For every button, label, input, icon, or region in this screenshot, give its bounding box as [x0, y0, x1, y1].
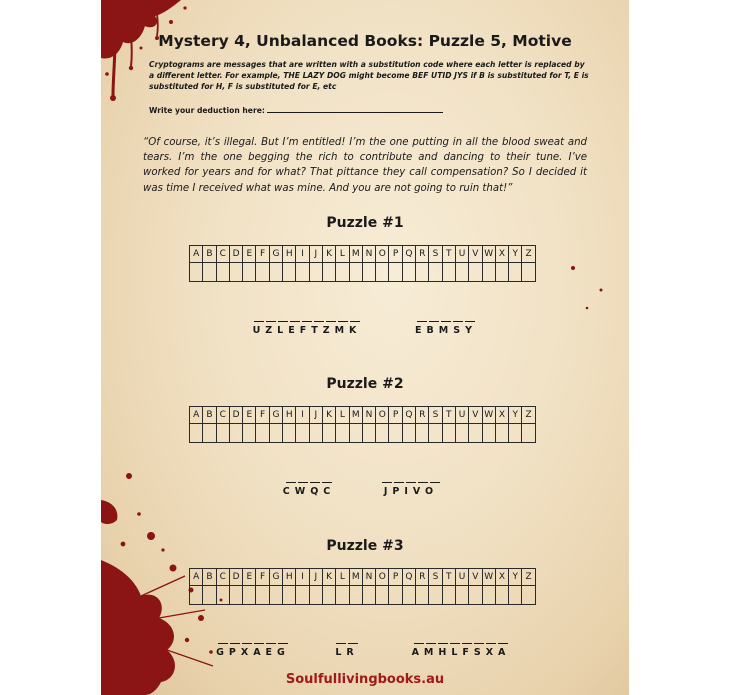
alphabet-cell: Y	[509, 407, 522, 424]
alphabet-cell: Q	[402, 569, 415, 586]
alphabet-cell: J	[309, 407, 322, 424]
answer-cell[interactable]	[190, 586, 203, 605]
alphabet-cell: M	[349, 407, 362, 424]
word-blanks	[401, 312, 491, 322]
letter-blank[interactable]	[290, 312, 300, 322]
answer-cell[interactable]	[190, 263, 203, 282]
alphabet-cell: H	[283, 407, 296, 424]
answer-cell[interactable]	[416, 263, 429, 282]
answer-cell[interactable]	[389, 263, 402, 282]
puzzle-3-word-1	[201, 634, 305, 658]
alphabet-cell: Y	[509, 246, 522, 263]
answer-cell[interactable]	[349, 424, 362, 443]
alphabet-cell: B	[203, 407, 216, 424]
alphabet-cell: N	[362, 407, 375, 424]
letter-blank[interactable]	[302, 312, 312, 322]
letter-blank[interactable]	[266, 634, 276, 644]
intro-text: Cryptograms are messages that are written with a substitution code where each letter is replaced by a different letter. For example, THE LAZY DOG might become BEF UTID JYS if B is substituted for T, E is substituted for H, F is substituted for E, etc	[149, 60, 589, 91]
answer-cell[interactable]	[376, 263, 389, 282]
alphabet-cell: H	[283, 246, 296, 263]
alphabet-cell: O	[376, 569, 389, 586]
answer-cell[interactable]	[190, 424, 203, 443]
letter-blank[interactable]	[350, 312, 360, 322]
alphabet-cell: C	[216, 569, 229, 586]
answer-cell[interactable]	[309, 424, 322, 443]
answer-cell[interactable]	[495, 586, 508, 605]
answer-cell[interactable]	[322, 263, 335, 282]
alphabet-cell: A	[190, 569, 203, 586]
letter-blank[interactable]	[314, 312, 324, 322]
answer-cell[interactable]	[269, 263, 282, 282]
answer-cell[interactable]	[269, 424, 282, 443]
letter-blank[interactable]	[278, 312, 288, 322]
answer-cell[interactable]	[389, 586, 402, 605]
answer-cell[interactable]	[203, 424, 216, 443]
letter-blank[interactable]	[242, 634, 252, 644]
answer-cell[interactable]	[455, 263, 468, 282]
letter-blank[interactable]	[486, 634, 496, 644]
answer-cell[interactable]	[269, 586, 282, 605]
cipher-text: CWQC	[282, 486, 336, 497]
letter-blank[interactable]	[348, 634, 358, 644]
answer-cell[interactable]	[362, 424, 375, 443]
alphabet-cell: R	[416, 569, 429, 586]
answer-cell[interactable]	[229, 424, 242, 443]
alphabet-cell: G	[269, 407, 282, 424]
letter-blank[interactable]	[414, 634, 424, 644]
answer-cell[interactable]	[469, 586, 482, 605]
letter-blank[interactable]	[394, 473, 404, 483]
letter-blank[interactable]	[474, 634, 484, 644]
alphabet-cell: L	[336, 569, 349, 586]
alphabet-cell: K	[322, 246, 335, 263]
answer-cell[interactable]	[402, 586, 415, 605]
alphabet-cell: S	[429, 407, 442, 424]
blood-splatter-top-left	[101, 0, 211, 110]
answer-cell[interactable]	[203, 586, 216, 605]
alphabet-row	[190, 407, 536, 424]
alphabet-cell: I	[296, 407, 309, 424]
alphabet-cell: U	[455, 407, 468, 424]
alphabet-cell: P	[389, 246, 402, 263]
answer-cell[interactable]	[336, 263, 349, 282]
puzzle-2-word-2	[366, 473, 456, 497]
alphabet-cell: X	[495, 407, 508, 424]
alphabet-cell: W	[482, 246, 495, 263]
alphabet-cell: W	[482, 569, 495, 586]
deduction-prompt	[149, 104, 443, 115]
puzzle-3-key-grid	[189, 568, 536, 605]
blood-drops-right	[561, 260, 621, 320]
answer-cell[interactable]	[495, 263, 508, 282]
quote-text: “Of course, it’s illegal. But I’m entitled! I’m the one putting in all the blood sweat and tears. I’m the one begging the rich to contribute and dancing to their tune. I’ve worked for years and for what? That pittance they call compensation? So I decided it was time I received what was mine. And you are not going to ruin that!”	[143, 137, 587, 194]
letter-blank[interactable]	[254, 312, 264, 322]
answer-cell[interactable]	[296, 263, 309, 282]
alphabet-cell: R	[416, 407, 429, 424]
alphabet-cell: Q	[402, 407, 415, 424]
answer-cell[interactable]	[336, 424, 349, 443]
alphabet-cell: U	[455, 246, 468, 263]
letter-blank[interactable]	[429, 312, 439, 322]
alphabet-cell: S	[429, 569, 442, 586]
alphabet-cell: M	[349, 246, 362, 263]
alphabet-cell: B	[203, 246, 216, 263]
answer-row	[190, 424, 536, 443]
alphabet-row	[190, 246, 536, 263]
alphabet-cell: G	[269, 246, 282, 263]
letter-blank[interactable]	[417, 312, 427, 322]
alphabet-cell: J	[309, 246, 322, 263]
letter-blank[interactable]	[382, 473, 392, 483]
answer-cell[interactable]	[229, 586, 242, 605]
alphabet-cell: C	[216, 246, 229, 263]
letter-blank[interactable]	[286, 473, 296, 483]
letter-blank[interactable]	[426, 634, 436, 644]
deduction-label: Write your deduction here:	[149, 106, 265, 115]
alphabet-cell: G	[269, 569, 282, 586]
alphabet-row	[190, 569, 536, 586]
answer-cell[interactable]	[243, 424, 256, 443]
alphabet-cell: T	[442, 407, 455, 424]
answer-cell[interactable]	[495, 424, 508, 443]
alphabet-cell: P	[389, 569, 402, 586]
alphabet-cell: F	[256, 569, 269, 586]
alphabet-cell: V	[469, 569, 482, 586]
alphabet-cell: T	[442, 246, 455, 263]
alphabet-cell: L	[336, 246, 349, 263]
cipher-text: UZLEFTZMK	[252, 325, 362, 336]
alphabet-cell: F	[256, 246, 269, 263]
answer-cell[interactable]	[203, 263, 216, 282]
answer-cell[interactable]	[309, 263, 322, 282]
answer-cell[interactable]	[336, 586, 349, 605]
alphabet-cell: M	[349, 569, 362, 586]
cipher-text: AMHLFSXA	[411, 647, 511, 658]
puzzle-2-word-1	[269, 473, 349, 497]
alphabet-cell: D	[229, 569, 242, 586]
alphabet-cell: P	[389, 407, 402, 424]
deduction-line[interactable]	[267, 104, 443, 113]
alphabet-cell: A	[190, 246, 203, 263]
word-blanks	[269, 473, 349, 483]
word-blanks	[391, 634, 531, 644]
alphabet-cell: K	[322, 569, 335, 586]
letter-blank[interactable]	[450, 634, 460, 644]
alphabet-cell: U	[455, 569, 468, 586]
answer-cell[interactable]	[509, 424, 522, 443]
letter-blank[interactable]	[336, 634, 346, 644]
answer-cell[interactable]	[402, 263, 415, 282]
puzzle-page	[101, 0, 629, 695]
letter-blank[interactable]	[498, 634, 508, 644]
answer-cell[interactable]	[229, 263, 242, 282]
footer-website[interactable]: Soulfullivingbooks.au	[285, 672, 445, 687]
word-blanks	[201, 634, 305, 644]
answer-cell[interactable]	[469, 424, 482, 443]
puzzle-1-word-2	[401, 312, 491, 336]
answer-cell[interactable]	[509, 586, 522, 605]
puzzle-1-title: Puzzle #1	[326, 215, 404, 231]
alphabet-cell: V	[469, 246, 482, 263]
answer-cell[interactable]	[416, 586, 429, 605]
page-title: Mystery 4, Unbalanced Books: Puzzle 5, Motive	[158, 32, 572, 50]
letter-blank[interactable]	[326, 312, 336, 322]
alphabet-cell: B	[203, 569, 216, 586]
answer-cell[interactable]	[482, 263, 495, 282]
answer-cell[interactable]	[442, 424, 455, 443]
alphabet-cell: J	[309, 569, 322, 586]
answer-cell[interactable]	[362, 586, 375, 605]
alphabet-cell: N	[362, 246, 375, 263]
alphabet-cell: H	[283, 569, 296, 586]
letter-blank[interactable]	[441, 312, 451, 322]
word-blanks	[242, 312, 372, 322]
answer-cell[interactable]	[376, 424, 389, 443]
answer-cell[interactable]	[509, 263, 522, 282]
answer-cell[interactable]	[482, 424, 495, 443]
letter-blank[interactable]	[266, 312, 276, 322]
alphabet-cell: S	[429, 246, 442, 263]
answer-cell[interactable]	[402, 424, 415, 443]
cipher-text: JPIVO	[383, 486, 439, 497]
alphabet-cell: X	[495, 569, 508, 586]
letter-blank[interactable]	[322, 473, 332, 483]
answer-cell[interactable]	[362, 263, 375, 282]
alphabet-cell: E	[243, 246, 256, 263]
answer-cell[interactable]	[309, 586, 322, 605]
alphabet-cell: N	[362, 569, 375, 586]
answer-cell[interactable]	[296, 424, 309, 443]
puzzle-2-title: Puzzle #2	[326, 376, 404, 392]
answer-cell[interactable]	[429, 263, 442, 282]
answer-cell[interactable]	[442, 263, 455, 282]
word-blanks	[327, 634, 367, 644]
alphabet-cell: Q	[402, 246, 415, 263]
answer-cell[interactable]	[283, 424, 296, 443]
letter-blank[interactable]	[406, 473, 416, 483]
alphabet-cell: L	[336, 407, 349, 424]
answer-cell[interactable]	[416, 424, 429, 443]
alphabet-cell: Y	[509, 569, 522, 586]
puzzle-3-title: Puzzle #3	[326, 538, 404, 554]
answer-cell[interactable]	[522, 263, 535, 282]
letter-blank[interactable]	[298, 473, 308, 483]
word-blanks	[366, 473, 456, 483]
alphabet-cell: O	[376, 246, 389, 263]
cipher-text: LR	[335, 647, 359, 658]
cipher-text: GPXAEG	[216, 647, 290, 658]
answer-cell[interactable]	[349, 263, 362, 282]
letter-blank[interactable]	[438, 634, 448, 644]
alphabet-cell: F	[256, 407, 269, 424]
answer-row	[190, 263, 536, 282]
answer-cell[interactable]	[322, 586, 335, 605]
answer-cell[interactable]	[296, 586, 309, 605]
answer-cell[interactable]	[256, 263, 269, 282]
answer-cell[interactable]	[522, 586, 535, 605]
answer-cell[interactable]	[322, 424, 335, 443]
alphabet-cell: I	[296, 246, 309, 263]
answer-cell[interactable]	[389, 424, 402, 443]
answer-cell[interactable]	[216, 424, 229, 443]
alphabet-cell: A	[190, 407, 203, 424]
letter-blank[interactable]	[453, 312, 463, 322]
alphabet-cell: C	[216, 407, 229, 424]
letter-blank[interactable]	[430, 473, 440, 483]
alphabet-cell: V	[469, 407, 482, 424]
answer-cell[interactable]	[455, 586, 468, 605]
alphabet-cell: I	[296, 569, 309, 586]
letter-blank[interactable]	[254, 634, 264, 644]
answer-cell[interactable]	[283, 263, 296, 282]
alphabet-cell: T	[442, 569, 455, 586]
letter-blank[interactable]	[338, 312, 348, 322]
answer-cell[interactable]	[429, 424, 442, 443]
alphabet-cell: K	[322, 407, 335, 424]
answer-cell[interactable]	[455, 424, 468, 443]
answer-cell[interactable]	[442, 586, 455, 605]
puzzle-3-word-3	[391, 634, 531, 658]
letter-blank[interactable]	[310, 473, 320, 483]
answer-cell[interactable]	[429, 586, 442, 605]
answer-cell[interactable]	[256, 424, 269, 443]
cipher-text: EBMSY	[415, 325, 477, 336]
letter-blank[interactable]	[465, 312, 475, 322]
letter-blank[interactable]	[230, 634, 240, 644]
letter-blank[interactable]	[418, 473, 428, 483]
alphabet-cell: E	[243, 569, 256, 586]
alphabet-cell: E	[243, 407, 256, 424]
letter-blank[interactable]	[218, 634, 228, 644]
puzzle-1-key-grid	[189, 245, 536, 282]
alphabet-cell: X	[495, 246, 508, 263]
alphabet-cell: D	[229, 246, 242, 263]
alphabet-cell: W	[482, 407, 495, 424]
letter-blank[interactable]	[462, 634, 472, 644]
answer-cell[interactable]	[482, 586, 495, 605]
puzzle-1-word-1	[242, 312, 372, 336]
answer-row	[190, 586, 536, 605]
answer-cell[interactable]	[349, 586, 362, 605]
answer-cell[interactable]	[243, 263, 256, 282]
alphabet-cell: O	[376, 407, 389, 424]
alphabet-cell: Z	[522, 246, 535, 263]
answer-cell[interactable]	[216, 586, 229, 605]
puzzle-3-word-2	[327, 634, 367, 658]
puzzle-2-key-grid	[189, 406, 536, 443]
answer-cell[interactable]	[469, 263, 482, 282]
answer-cell[interactable]	[522, 424, 535, 443]
letter-blank[interactable]	[278, 634, 288, 644]
alphabet-cell: D	[229, 407, 242, 424]
answer-cell[interactable]	[216, 263, 229, 282]
alphabet-cell: Z	[522, 569, 535, 586]
answer-cell[interactable]	[283, 586, 296, 605]
alphabet-cell: Z	[522, 407, 535, 424]
answer-cell[interactable]	[243, 586, 256, 605]
alphabet-cell: R	[416, 246, 429, 263]
answer-cell[interactable]	[256, 586, 269, 605]
answer-cell[interactable]	[376, 586, 389, 605]
